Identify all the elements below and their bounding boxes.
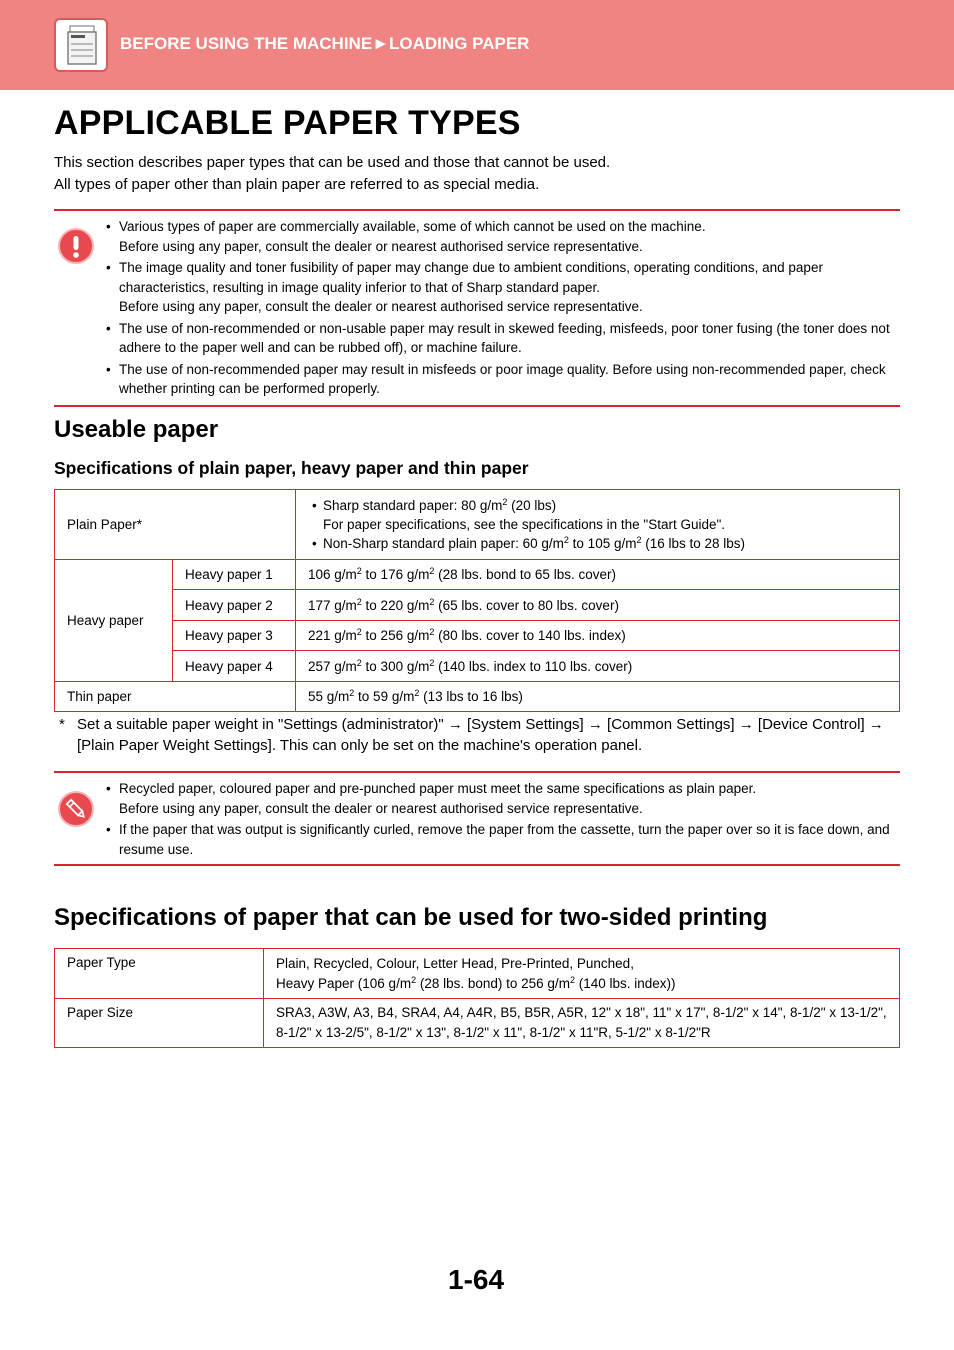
table-row [55, 621, 900, 651]
memo-box [54, 771, 900, 866]
heavy-paper-range [296, 621, 900, 651]
superscript: 2 [411, 974, 417, 985]
table-row [55, 560, 900, 590]
heavy-paper-range [296, 590, 900, 621]
cell-text: (20 lbs) [507, 498, 557, 513]
superscript: 2 [356, 566, 362, 576]
cell-text: (16 lbs to 28 lbs) [641, 536, 746, 551]
breadcrumb [120, 34, 529, 54]
memo-text: Before using any paper, consult the dealer or nearest authorised service representative. [119, 800, 643, 816]
caution-text: • The use of non-recommended or non-usable paper may result in skewed feeding, misfeeds, poor toner fusing (the toner does not adhere to the paper well and can be rubbed off), or machine failure. [119, 320, 890, 355]
heavy-paper-name: Heavy paper 1 [173, 560, 296, 590]
caution-text: Before using any paper, consult the dealer or nearest authorised service representative. [119, 299, 643, 314]
table-row [55, 999, 900, 1048]
table-row [55, 590, 900, 621]
superscript: 2 [563, 535, 569, 545]
cell-text: Non-Sharp standard plain paper: 60 g/m [323, 536, 564, 551]
superscript: 2 [414, 688, 420, 698]
cell-text [276, 974, 899, 994]
caution-item [106, 360, 896, 399]
paper-type-value [264, 949, 900, 999]
row-label-plain-paper: Plain Paper* [55, 490, 296, 560]
superscript: 2 [502, 497, 508, 507]
row-label-paper-size: Paper Size [55, 999, 264, 1048]
memo-list [106, 779, 896, 861]
memo-item [106, 820, 896, 859]
caution-item [106, 258, 896, 317]
cell-text: (80 lbs. cover to 140 lbs. index) [434, 628, 626, 643]
memo-item [106, 779, 896, 818]
row-label-heavy-paper: Heavy paper [55, 560, 173, 682]
two-sided-table [54, 948, 900, 1048]
cell-text: (65 lbs. cover to 80 lbs. cover) [434, 597, 619, 613]
intro-line: This section describes paper types that can be used and those that cannot be used. [54, 154, 611, 171]
pencil-icon [58, 791, 94, 827]
list-item [312, 496, 899, 534]
cell-text: (140 lbs. index)) [574, 975, 676, 991]
cell-text: Sharp standard paper: 80 g/m [323, 498, 503, 513]
cell-text: (28 lbs. bond to 65 lbs. cover) [434, 567, 616, 582]
row-label-paper-type: Paper Type [55, 949, 264, 999]
superscript: 2 [429, 596, 435, 607]
memo-text: • Recycled paper, coloured paper and pre-punched paper must meet the same specifications as plain paper. [119, 781, 757, 796]
cell-text: 177 g/m [308, 597, 357, 613]
cell-text: to 220 g/m [361, 597, 430, 613]
cell-text: 257 g/m [308, 658, 357, 674]
superscript: 2 [356, 596, 362, 607]
cell-text: 106 g/m [308, 567, 357, 582]
exclamation-icon [58, 228, 94, 264]
breadcrumb-arrow: ► [372, 34, 390, 53]
table-row [55, 490, 900, 560]
caution-text: Before using any paper, consult the dealer or nearest authorised service representative. [119, 238, 643, 254]
cell-text: Plain, Recycled, Colour, Letter Head, Pre-Printed, Punched, [276, 955, 634, 971]
breadcrumb-link-loading-paper[interactable]: LOADING PAPER [389, 34, 530, 53]
row-label-thin-paper: Thin paper [55, 682, 296, 712]
caution-text: • Various types of paper are commercially available, some of which cannot be used on the machine. [119, 219, 706, 234]
cell-text: to 176 g/m [361, 567, 430, 582]
cell-text: (140 lbs. index to 110 lbs. cover) [434, 658, 633, 674]
table-row [55, 949, 900, 999]
cell-text: For paper specifications, see the specifications in the "Start Guide". [323, 517, 726, 532]
superscript: 2 [429, 657, 435, 668]
cell-text: (13 lbs to 16 lbs) [419, 689, 523, 704]
heavy-paper-name: Heavy paper 3 [173, 621, 296, 651]
bullet: • [312, 498, 317, 513]
thin-paper-range [296, 682, 900, 712]
cell-text: to 105 g/m [568, 536, 637, 551]
plain-paper-spec [296, 490, 900, 560]
heavy-paper-name: Heavy paper 4 [173, 651, 296, 682]
paper-size-value: SRA3, A3W, A3, B4, SRA4, A4, A4R, B5, B5R, A5R, 12" x 18", 11" x 17", 8-1/2" x 14", 8-1/2" x 13-1/2", 8-1/2" x 13-2/5", 8-1/2" x 13", 8-1/2" x 11", 8-1/2" x 11"R, 5-1/2" x 8-1/2"R [264, 999, 900, 1048]
table-row [55, 651, 900, 682]
copier-machine-icon[interactable] [54, 18, 108, 72]
subheading-plain-heavy-thin: Specifications of plain paper, heavy paper and thin paper [54, 458, 529, 478]
cell-text: to 300 g/m [361, 658, 430, 674]
paper-weight-table [54, 489, 900, 712]
caution-list [106, 217, 896, 401]
cell-text: to 59 g/m [354, 689, 415, 704]
heavy-paper-range [296, 651, 900, 682]
heavy-paper-range [296, 560, 900, 590]
intro-text [54, 152, 610, 195]
cell-text: 55 g/m [308, 689, 350, 704]
cell-text: to 256 g/m [361, 628, 430, 643]
memo-text: • If the paper that was output is significantly curled, remove the paper from the cassette, turn the paper over so it is face down, and resume use. [119, 822, 890, 857]
superscript: 2 [429, 566, 435, 576]
list-item [312, 534, 899, 553]
superscript: 2 [569, 974, 575, 985]
superscript: 2 [636, 535, 642, 545]
footnote-text: Set a suitable paper weight in "Settings (administrator)" → [System Settings] → [Common Settings] → [Device Control] → [Plain Paper Weight Settings]. This can only be set on the machine's operation panel. [77, 716, 884, 754]
caution-box [54, 209, 900, 407]
superscript: 2 [349, 688, 355, 698]
cell-text: 221 g/m [308, 628, 357, 643]
footnote [54, 714, 900, 756]
bullet: • [312, 536, 317, 551]
section-heading-two-sided: Specifications of paper that can be used for two-sided printing [54, 904, 768, 931]
page-title: APPLICABLE PAPER TYPES [54, 104, 521, 142]
caution-item [106, 319, 896, 358]
superscript: 2 [356, 627, 362, 637]
cell-text: Heavy Paper (106 g/m [276, 975, 412, 991]
intro-line: All types of paper other than plain paper are referred to as special media. [54, 175, 540, 193]
caution-text: • The use of non-recommended paper may result in misfeeds or poor image quality. Before using non-recommended paper, check whether printing can be performed properly. [119, 361, 886, 396]
superscript: 2 [356, 657, 362, 668]
breadcrumb-link-before-using[interactable]: BEFORE USING THE MACHINE [120, 34, 373, 53]
section-heading-useable-paper: Useable paper [54, 416, 219, 443]
table-row [55, 682, 900, 712]
superscript: 2 [429, 627, 435, 637]
footnote-marker: * [59, 716, 65, 733]
caution-text: • The image quality and toner fusibility of paper may change due to ambient conditions, operating conditions, and paper characteristics, resulting in image quality inferior to that of Sharp standard paper. [119, 260, 823, 295]
cell-text: (28 lbs. bond) to 256 g/m [416, 975, 570, 991]
page-number: 1-64 [448, 1264, 505, 1295]
heavy-paper-name: Heavy paper 2 [173, 590, 296, 621]
caution-item [106, 217, 896, 256]
